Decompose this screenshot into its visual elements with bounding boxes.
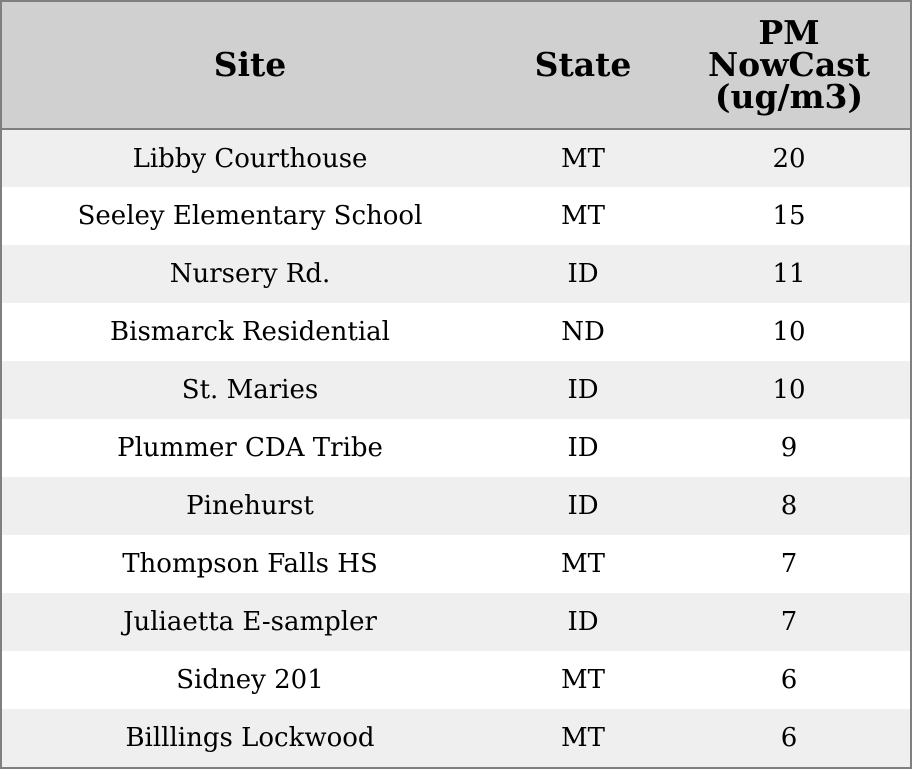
cell-site: Plummer CDA Tribe [117,433,383,463]
column-header-pm-nowcast [668,2,910,129]
cell-site: Seeley Elementary School [77,201,423,231]
cell-pm-nowcast: 6 [780,665,798,695]
cell-site: Nursery Rd. [169,259,331,289]
table-row [2,419,910,477]
column-header-site: Site [2,2,498,129]
table-row [2,593,910,651]
cell-site: Thompson Falls HS [122,549,378,579]
cell-pm-nowcast: 7 [780,549,798,579]
table-row [2,535,910,593]
cell-state: ID [567,607,599,637]
cell-pm-nowcast: 9 [780,433,798,463]
table-row [2,303,910,361]
cell-state: MT [561,665,605,695]
cell-pm-nowcast: 11 [772,259,806,289]
cell-pm-nowcast: 7 [780,607,798,637]
cell-site: Libby Courthouse [132,143,368,174]
cell-state: ID [567,491,599,521]
cell-site: Bismarck Residential [110,317,390,347]
table-row [2,477,910,535]
column-header-pm-line3: (ug/m3) [714,77,864,116]
cell-state: ID [567,259,599,289]
header-row [2,2,910,129]
cell-pm-nowcast: 8 [780,491,798,521]
column-header-state: State [498,2,668,129]
column-header-pm-line2: NowCast [707,45,871,84]
table-row [2,361,910,419]
cell-pm-nowcast: 10 [772,317,806,347]
cell-pm-nowcast: 15 [772,201,806,231]
table-row [2,651,910,709]
cell-state: MT [561,723,605,753]
cell-state: MT [561,143,605,174]
table-body [2,129,910,767]
cell-site: Pinehurst [186,491,314,521]
cell-pm-nowcast: 20 [772,143,806,174]
cell-state: MT [561,549,605,579]
cell-site: Billlings Lockwood [125,723,375,753]
table-header [2,2,910,129]
cell-state: MT [561,201,605,231]
table-row [2,187,910,245]
cell-pm-nowcast: 10 [772,375,806,405]
cell-state: ID [567,375,599,405]
cell-site: Juliaetta E-sampler [123,607,377,637]
cell-state: ND [561,317,605,347]
column-header-pm-line1: PM [758,13,820,52]
table-row [2,709,910,767]
cell-state: ID [567,433,599,463]
cell-pm-nowcast: 6 [780,723,798,753]
cell-site: St. Maries [181,375,319,405]
data-table [2,2,910,767]
table-row [2,245,910,303]
table-row [2,129,910,187]
cell-site: Sidney 201 [176,665,324,695]
